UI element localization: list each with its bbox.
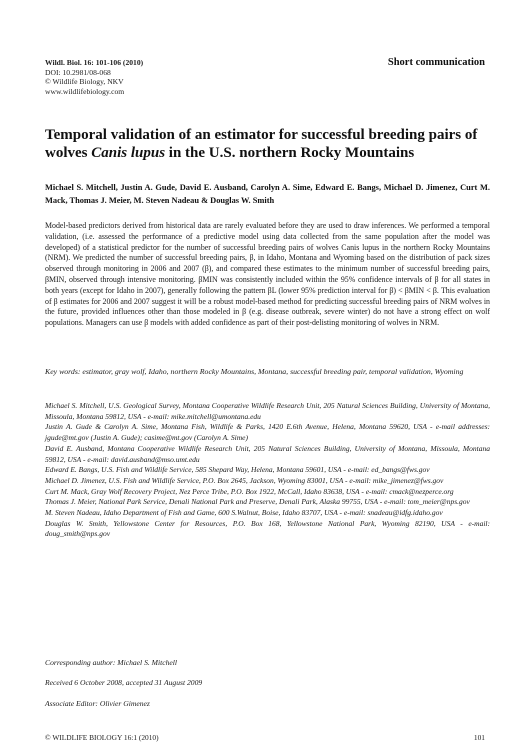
affiliation-bangs: Edward E. Bangs, U.S. Fish and Wildlife Service, 585 Shepard Way, Helena, Montana 59601, USA - e-mail: ed_bangs@fws.gov <box>45 465 430 475</box>
publication-meta <box>45 58 143 96</box>
page-number: 101 <box>473 733 485 742</box>
affiliation-meier: Thomas J. Meier, National Park Service, Denali National Park and Preserve, Denali Park, Alaska 99755, USA - e-mail: tom_meier@nps.gov <box>45 497 470 507</box>
journal-citation: Wildl. Biol. 16: 101-106 (2010) <box>45 58 144 67</box>
affiliation-gude-sime: Justin A. Gude & Carolyn A. Sime, Montana Fish, Wildlife & Parks, 1420 E.6th Avenue, Helena, Montana 59620, USA - e-mail addresses: jgude@mt.gov (Justin A. Gude); casime@mt.gov (Carolyn A. Sime) <box>45 422 490 443</box>
affiliation-ausband: David E. Ausband, Montana Cooperative Wildlife Research Unit, 205 Natural Sciences Building, University of Montana, Missoula, Montana 59812, USA - e-mail: david.ausband@mso.umt.edu <box>45 443 490 464</box>
affiliation-mitchell: Michael S. Mitchell, U.S. Geological Survey, Montana Cooperative Wildlife Research Unit, 205 Natural Sciences Building, University of Montana, Missoula, Montana 59812, USA - e-mail: mike.mitchell@umontana.edu <box>45 401 490 421</box>
doi[interactable]: DOI: 10.2981/08-068 <box>45 67 111 77</box>
footer-journal: © WILDLIFE BIOLOGY 16:1 (2010) <box>45 733 159 742</box>
title-species: Canis lupus <box>91 145 166 161</box>
abstract <box>45 221 490 329</box>
article-title <box>45 126 490 162</box>
author-list: Michael S. Mitchell, Justin A. Gude, David E. Ausband, Carolyn A. Sime, Edward E. Bangs, Michael D. Jimenez, Curt M. Mack, Thomas J. Meier, M. Steven Nadeau & Douglas W. Smith <box>45 183 490 205</box>
keywords: Key words: estimator, gray wolf, Idaho, northern Rocky Mountains, Montana, successful breeding pair, temporal validation, Wyoming <box>45 367 464 376</box>
copyright-notice: © Wildlife Biology, NKV <box>45 77 124 87</box>
title-part-2: in the U.S. northern Rocky Mountains <box>165 145 415 161</box>
journal-website[interactable]: www.wildlifebiology.com <box>45 86 125 96</box>
abstract-text: Model-based predictors derived from historical data are rarely evaluated before they are used to draw inferences. We performed a temporal validation, (i.e. assessed the performance of a predictive model using data collected from the same population after the model was developed) of a statistical predictor for the number of successful breeding pairs of wolves Canis lupus in the northern Rocky Mountains (NRM). We predicted the number of successful breeding pairs, β, in Idaho, Montana and Wyoming based on the distribution of pack sizes observed through monitoring in 2006 and 2007 (β), and compared these estimates to the minimum number of successful breeding pairs, βMIN, observed through intensive monitoring. βMIN was consistently included within the 95% confidence intervals of β for all states in both years (except for Idaho in 2007), generally following the pattern βL (lower 95% prediction interval for β) < βMIN < β. This evaluation of β estimates for 2006 and 2007 suggest it will be a robust model-based method for predicting successful breeding pairs of NRM wolves in the future, provided influences other than those modeled in β (e.g. disease outbreak, severe winter) do not have a strong effect on wolf populations. Managers can use β models with added confidence as part of their post-delisting monitoring of wolves in NRM. <box>45 221 490 328</box>
affiliation-mack: Curt M. Mack, Gray Wolf Recovery Project, Nez Perce Tribe, P.O. Box 1922, McCall, Idaho 83638, USA - e-mail: cmack@nezperce.org <box>45 486 454 496</box>
associate-editor: Associate Editor: Olivier Gimenez <box>45 699 150 708</box>
affiliation-smith: Douglas W. Smith, Yellowstone Center for Resources, P.O. Box 168, Yellowstone National Park, Wyoming 82190, USA - e-mail: doug_smith@nps.gov <box>45 518 490 539</box>
affiliation-nadeau: M. Steven Nadeau, Idaho Department of Fish and Game, 600 S.Walnut, Boise, Idaho 83707, USA - e-mail: snadeau@idfg.idaho.gov <box>45 508 443 518</box>
affiliation-jimenez: Michael D. Jimenez, U.S. Fish and Wildlife Service, P.O. Box 2645, Jackson, Wyoming 83001, USA - e-mail: mike_jimenez@fws.gov <box>45 475 444 485</box>
corresponding-author: Corresponding author: Michael S. Mitchell <box>45 658 177 667</box>
title-part-1: Temporal validation of an estimator for successful breeding pairs of wolves <box>45 127 478 161</box>
article-type: Short communication <box>387 57 485 68</box>
author-affiliations <box>45 401 490 540</box>
received-date: Received 6 October 2008, accepted 31 August 2009 <box>45 678 203 687</box>
